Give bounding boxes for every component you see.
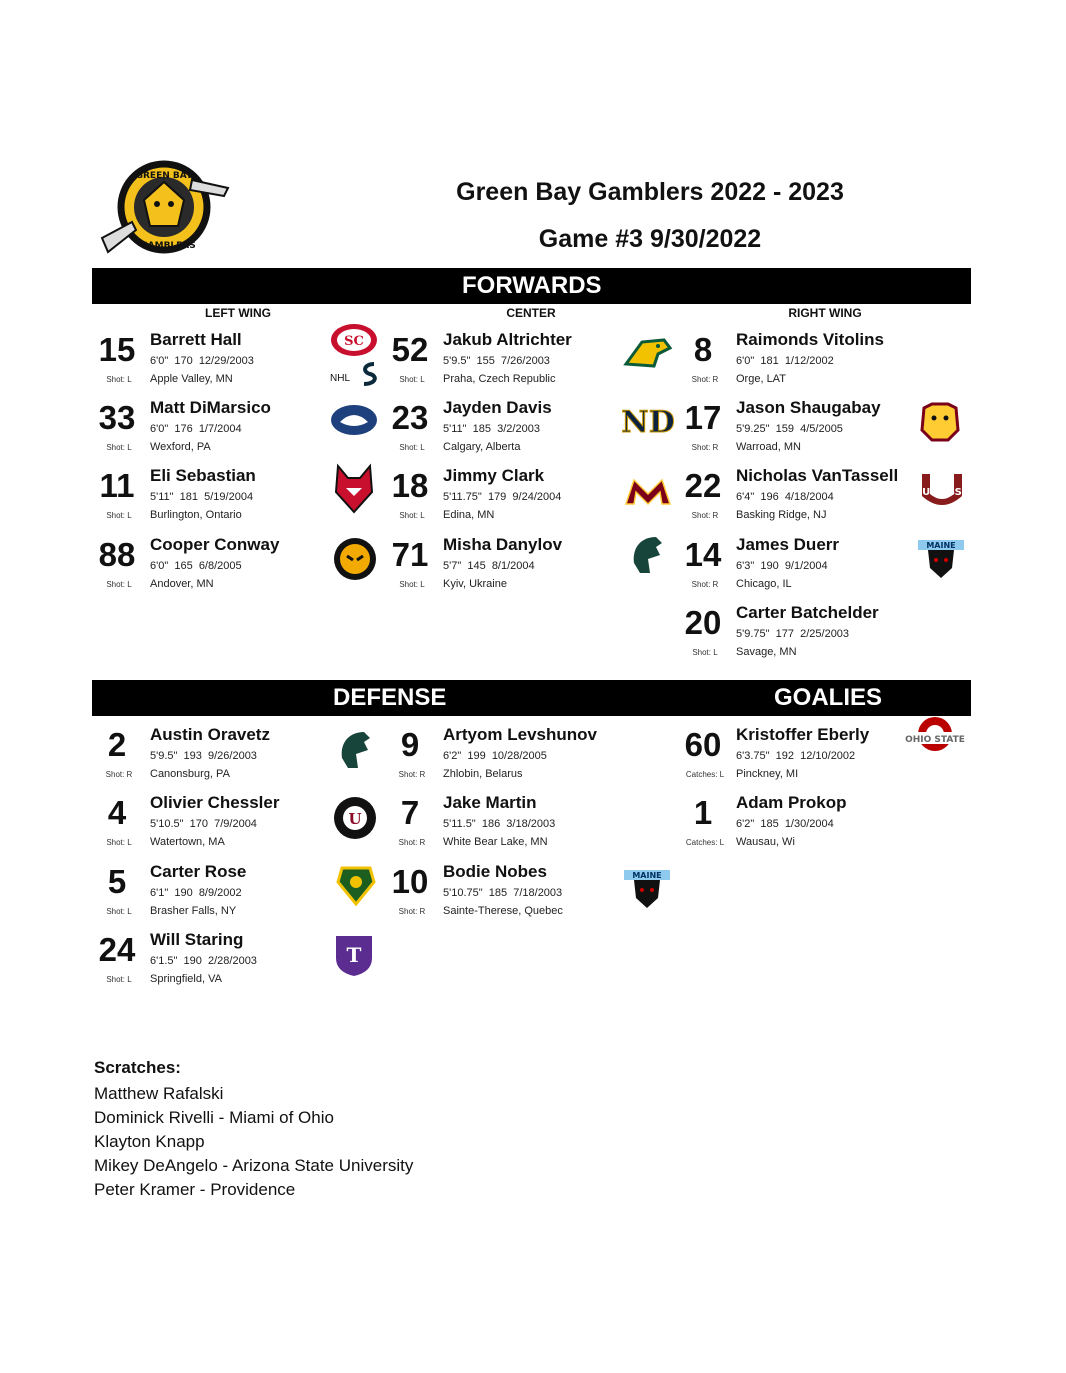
player-name: Misha Danylov [443, 535, 563, 554]
player-card [678, 793, 968, 857]
list-item: Klayton Knapp [94, 1132, 205, 1151]
player-stats: 5'7" 145 8/1/2004 [443, 560, 535, 572]
player-card [678, 330, 968, 394]
player-name: Austin Oravetz [150, 725, 270, 744]
player-stats: 5'9.25" 159 4/5/2005 [736, 423, 843, 435]
catch-hand: Catches: L [685, 838, 725, 847]
player-name: Matt DiMarsico [150, 398, 271, 417]
shot-hand: Shot: L [106, 375, 132, 384]
game-subtitle: Game #3 9/30/2022 [538, 225, 762, 253]
shot-hand: Shot: L [399, 511, 425, 520]
gamblers-logo [92, 160, 234, 264]
forwards-label: FORWARDS [462, 272, 602, 299]
player-name: Jake Martin [443, 793, 537, 812]
hometown: Wexford, PA [150, 441, 211, 453]
shot-hand: Shot: L [399, 580, 425, 589]
hometown: Calgary, Alberta [443, 441, 521, 453]
forwards-bar [92, 268, 971, 304]
svg-text:MAINE: MAINE [926, 541, 956, 550]
umass-logo [918, 470, 966, 510]
jersey-number: 15 [98, 331, 136, 368]
player-name: Kristoffer Eberly [736, 725, 870, 744]
jersey-number: 60 [684, 726, 722, 763]
player-name: Jason Shaugabay [736, 398, 881, 417]
hometown: Watertown, MA [150, 836, 225, 848]
player-name: Nicholas VanTassell [736, 466, 899, 485]
scratches-heading: Scratches: [94, 1058, 181, 1077]
jersey-number: 24 [98, 931, 136, 968]
svg-text:T: T [346, 943, 362, 967]
shot-hand: Shot: L [692, 648, 718, 657]
scratches-list [94, 1082, 413, 1202]
player-name: Will Staring [150, 930, 244, 949]
jersey-number: 2 [107, 726, 127, 763]
shot-hand: Shot: R [691, 511, 719, 520]
jersey-number: 9 [400, 726, 420, 763]
notre-dame-logo [621, 398, 675, 442]
hometown: Burlington, Ontario [150, 509, 242, 521]
right-wing-header: RIGHT WING [788, 306, 862, 320]
jersey-number: 8 [693, 331, 713, 368]
player-name: Carter Batchelder [736, 603, 879, 622]
player-stats: 6'3.75" 192 12/10/2002 [736, 750, 856, 762]
shot-hand: Shot: L [399, 375, 425, 384]
shot-hand: Shot: L [106, 975, 132, 984]
player-stats: 6'0" 170 12/29/2003 [150, 355, 254, 367]
jersey-number: 22 [684, 467, 722, 504]
list-item: Dominick Rivelli - Miami of Ohio [94, 1108, 334, 1127]
maine-black-bear-logo [916, 538, 966, 580]
list-item: Matthew Rafalski [94, 1084, 224, 1103]
jersey-number: 33 [98, 399, 136, 436]
player-stats: 6'0" 181 1/12/2002 [736, 355, 834, 367]
shot-hand: Shot: R [691, 443, 719, 452]
player-name: Olivier Chessler [150, 793, 280, 812]
svg-text:UMASS: UMASS [922, 487, 962, 498]
hometown: Pinckney, MI [736, 768, 799, 780]
player-name: Jakub Altrichter [443, 330, 572, 349]
player-stats: 5'10.75" 185 7/18/2003 [443, 887, 563, 899]
seattle-kraken-logo [358, 362, 380, 391]
shot-hand: Shot: L [106, 907, 132, 916]
hometown: Orge, LAT [736, 373, 786, 385]
player-stats: 5'11" 181 5/19/2004 [150, 491, 254, 503]
hometown: Praha, Czech Republic [443, 373, 556, 385]
jersey-number: 4 [107, 794, 127, 831]
defense-label: DEFENSE [333, 684, 447, 711]
shot-hand: Shot: R [398, 907, 426, 916]
svg-text:SC: SC [344, 334, 364, 349]
st-thomas-logo [334, 932, 374, 978]
jersey-number: 18 [391, 467, 429, 504]
shot-hand: Shot: L [399, 443, 425, 452]
player-stats: 5'11.5" 186 3/18/2003 [443, 818, 556, 830]
player-stats: 5'9.5" 155 7/26/2003 [443, 355, 550, 367]
shot-hand: Shot: R [691, 375, 719, 384]
hometown: White Bear Lake, MN [443, 836, 548, 848]
minnesota-logo [624, 474, 672, 512]
hometown: Savage, MN [736, 646, 797, 658]
player-card [678, 603, 968, 667]
player-stats: 5'11" 185 3/2/2003 [443, 423, 540, 435]
svg-text:GAMBLERS: GAMBLERS [140, 241, 196, 251]
hometown: Kyiv, Ukraine [443, 578, 507, 590]
player-name: Raimonds Vitolins [736, 330, 884, 349]
ohio-state-logo [905, 714, 965, 756]
hometown: Andover, MN [150, 578, 214, 590]
penn-state-logo [330, 400, 378, 438]
michigan-state-spartan-logo [334, 728, 376, 772]
goalies-label: GOALIES [774, 684, 883, 711]
list-item: Mikey DeAngelo - Arizona State University [94, 1156, 414, 1175]
player-name: Jayden Davis [443, 398, 552, 417]
player-card [385, 725, 675, 789]
hometown: Springfield, VA [150, 973, 222, 985]
shot-hand: Shot: L [106, 511, 132, 520]
page-title: Green Bay Gamblers 2022 - 2023 [456, 178, 844, 206]
umd-bulldog-logo [918, 400, 962, 444]
colorado-college-tiger-logo [332, 536, 378, 582]
jersey-number: 1 [693, 794, 713, 831]
shot-hand: Shot: L [106, 838, 132, 847]
svg-text:MAINE: MAINE [632, 871, 662, 880]
player-name: Cooper Conway [150, 535, 280, 554]
svg-text:ND: ND [621, 405, 675, 440]
jersey-number: 7 [400, 794, 420, 831]
jersey-number: 52 [391, 331, 429, 368]
hometown: Basking Ridge, NJ [736, 509, 827, 521]
player-stats: 6'2" 185 1/30/2004 [736, 818, 834, 830]
svg-text:GREEN BAY: GREEN BAY [135, 171, 193, 181]
shot-hand: Shot: R [691, 580, 719, 589]
shot-hand: Shot: R [398, 838, 426, 847]
michigan-state-spartan-logo [626, 533, 668, 577]
svg-text:OHIO STATE: OHIO STATE [905, 735, 965, 745]
hometown: Chicago, IL [736, 578, 792, 590]
northern-michigan-wildcat-logo [624, 334, 672, 372]
player-stats: 6'4" 196 4/18/2004 [736, 491, 834, 503]
hometown: Zhlobin, Belarus [443, 768, 523, 780]
player-stats: 6'2" 199 10/28/2005 [443, 750, 547, 762]
jersey-number: 71 [391, 536, 429, 573]
maine-black-bear-logo [622, 868, 672, 910]
player-name: Artyom Levshunov [443, 725, 597, 744]
player-stats: 5'11.75" 179 9/24/2004 [443, 491, 562, 503]
defense-goalies-bar [92, 680, 971, 716]
player-stats: 6'3" 190 9/1/2004 [736, 560, 828, 572]
svg-text:U: U [348, 810, 362, 828]
jersey-number: 23 [391, 399, 429, 436]
player-name: Bodie Nobes [443, 862, 547, 881]
center-header: CENTER [506, 306, 556, 320]
northeastern-husky-logo [330, 462, 378, 514]
hometown: Edina, MN [443, 509, 495, 521]
union-college-logo [332, 795, 378, 841]
shot-hand: Shot: R [398, 770, 426, 779]
player-name: Jimmy Clark [443, 466, 545, 485]
player-name: Barrett Hall [150, 330, 242, 349]
st-cloud-state-logo [330, 322, 378, 360]
player-card [385, 793, 675, 857]
shot-hand: Shot: L [106, 443, 132, 452]
jersey-number: 11 [99, 467, 135, 504]
shot-hand: Shot: R [105, 770, 133, 779]
list-item: Peter Kramer - Providence [94, 1180, 296, 1199]
player-stats: 5'9.5" 193 9/26/2003 [150, 750, 257, 762]
hometown: Sainte-Therese, Quebec [443, 905, 563, 917]
catch-hand: Catches: L [685, 770, 725, 779]
jersey-number: 20 [684, 604, 722, 641]
jersey-number: 14 [684, 536, 722, 573]
jersey-number: 17 [684, 399, 722, 436]
player-stats: 6'1" 190 8/9/2002 [150, 887, 242, 899]
nhl-label: NHL [330, 373, 351, 384]
hometown: Canonsburg, PA [150, 768, 230, 780]
hometown: Brasher Falls, NY [150, 905, 237, 917]
player-stats: 6'0" 176 1/7/2004 [150, 423, 242, 435]
hometown: Apple Valley, MN [150, 373, 233, 385]
player-name: Eli Sebastian [150, 466, 256, 485]
jersey-number: 5 [107, 863, 127, 900]
player-stats: 6'0" 165 6/8/2005 [150, 560, 242, 572]
player-stats: 5'10.5" 170 7/9/2004 [150, 818, 257, 830]
clarkson-logo [334, 862, 378, 908]
player-name: Carter Rose [150, 862, 247, 881]
player-name: James Duerr [736, 535, 840, 554]
jersey-number: 10 [391, 863, 429, 900]
jersey-number: 88 [98, 536, 136, 573]
left-wing-header: LEFT WING [205, 306, 271, 320]
player-stats: 5'9.75" 177 2/25/2003 [736, 628, 850, 640]
shot-hand: Shot: L [106, 580, 132, 589]
player-name: Adam Prokop [736, 793, 847, 812]
player-stats: 6'1.5" 190 2/28/2003 [150, 955, 257, 967]
hometown: Warroad, MN [736, 441, 801, 453]
hometown: Wausau, Wi [736, 836, 795, 848]
